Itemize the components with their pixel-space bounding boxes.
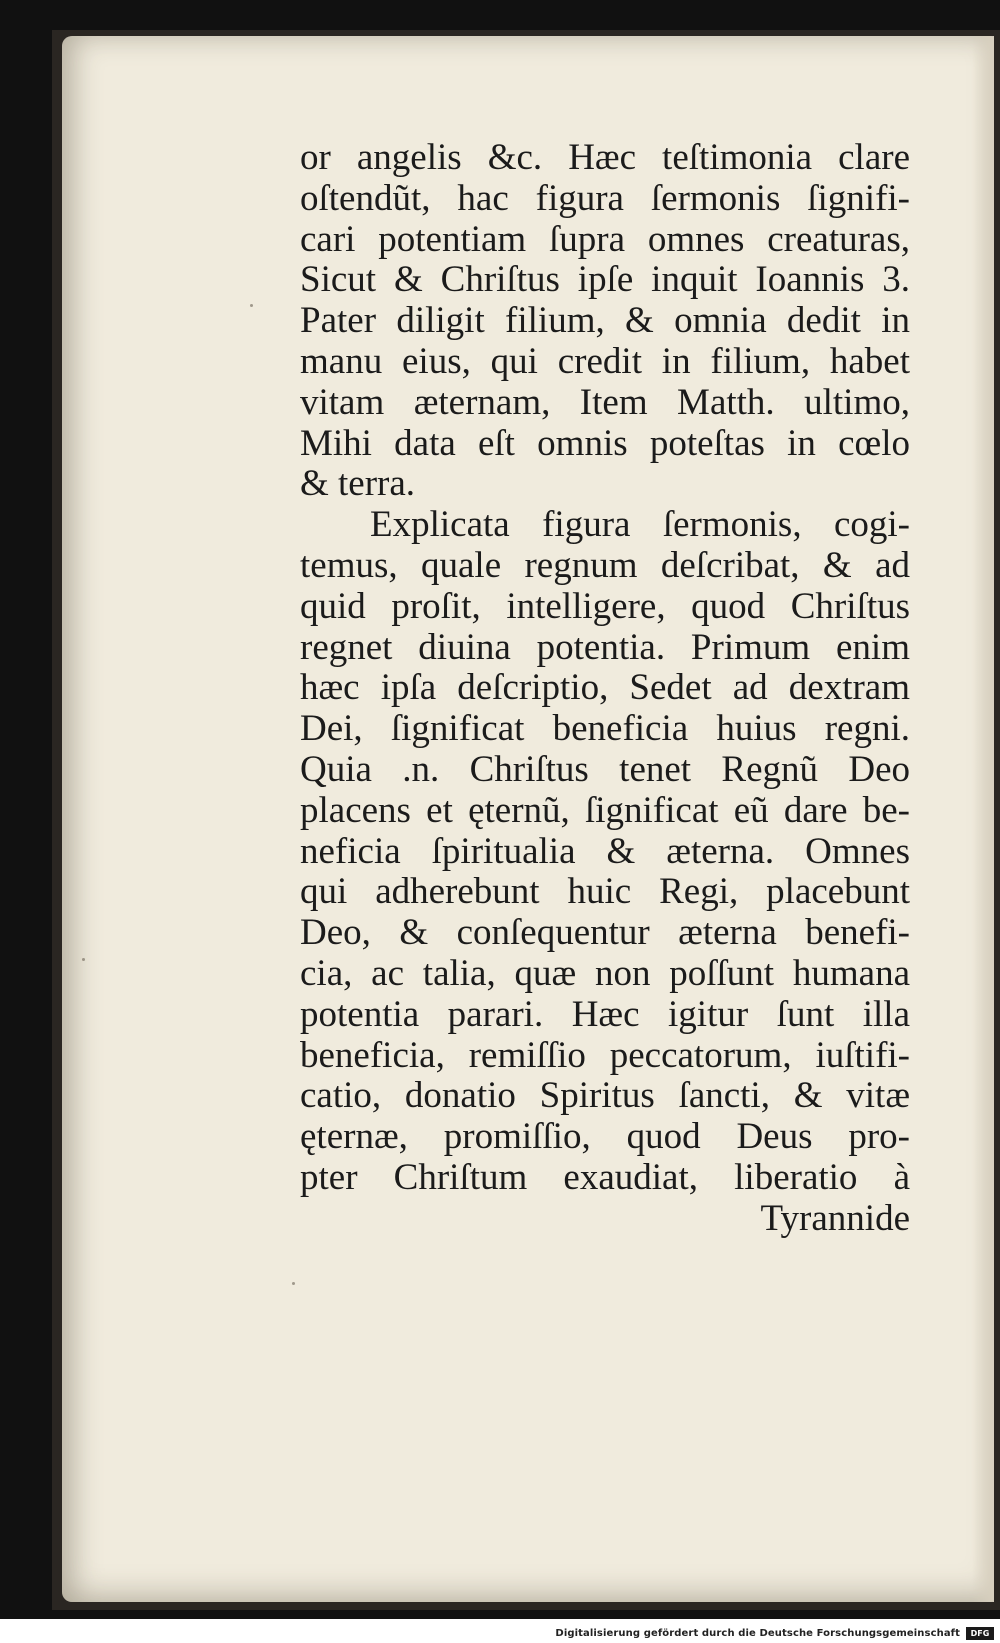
- text-line: catio, donatio Spiritus ſancti, & vitæ: [300, 1075, 910, 1117]
- text-line: vitam æternam, Item Matth. ultimo,: [300, 381, 910, 423]
- text-line: hæc ipſa deſcriptio, Sedet ad dextram: [300, 667, 910, 709]
- paper-fleck: [250, 304, 253, 307]
- text-line: cari potentiam ſupra omnes creaturas,: [300, 218, 910, 260]
- catchword: Tyrannide: [760, 1197, 910, 1239]
- text-line: pter Chriſtum exaudiat, liberatio à: [300, 1156, 910, 1198]
- body-text: [300, 138, 910, 1240]
- text-line: manu eius, qui credit in filium, habet: [300, 340, 910, 382]
- text-line: qui adherebunt huic Regi, placebunt: [300, 871, 910, 913]
- funding-credit: Digitalisierung gefördert durch die Deutsche Forschungsgemeinschaft: [555, 1628, 960, 1639]
- text-line: or angelis &c. Hæc teſtimonia clare: [300, 137, 910, 178]
- text-line: Sicut & Chriſtus ipſe inquit Ioannis 3.: [300, 259, 910, 301]
- paper-fleck: [292, 1282, 295, 1285]
- text-line-paragraph-start: Explicata figura ſermonis, cogi-: [370, 504, 910, 546]
- text-line: temus, quale regnum deſcribat, & ad: [300, 544, 910, 586]
- text-line: potentia parari. Hæc igitur ſunt illa: [300, 993, 910, 1035]
- text-line: Mihi data eſt omnis poteſtas in cœlo: [300, 422, 910, 464]
- digitization-footer: [0, 1619, 1000, 1643]
- text-line: & terra.: [300, 463, 416, 505]
- text-line: ęternæ, promiſſio, quod Deus pro-: [300, 1116, 910, 1158]
- text-line: Dei, ſignificat beneficia huius regni.: [300, 708, 910, 750]
- dfg-logo-icon: DFG: [966, 1627, 994, 1640]
- text-line: Quia .n. Chriſtus tenet Regnũ Deo: [300, 748, 910, 790]
- text-line: beneficia, remiſſio peccatorum, iuſtifi-: [300, 1034, 910, 1076]
- text-line: placens et ęternũ, ſignificat eũ dare be-: [300, 789, 910, 831]
- text-line: quid proſit, intelligere, quod Chriſtus: [300, 585, 910, 627]
- text-line: neficia ſpiritualia & æterna. Omnes: [300, 830, 910, 872]
- text-line: regnet diuina potentia. Primum enim: [300, 626, 910, 668]
- text-line: cia, ac talia, quæ non poſſunt humana: [300, 952, 910, 994]
- text-line: oſtendũt, hac figura ſermonis ſignifi-: [300, 177, 910, 219]
- text-line: Deo, & conſequentur æterna benefi-: [300, 912, 910, 954]
- text-line: Pater diligit filium, & omnia dedit in: [300, 300, 910, 342]
- paper-fleck: [82, 958, 85, 961]
